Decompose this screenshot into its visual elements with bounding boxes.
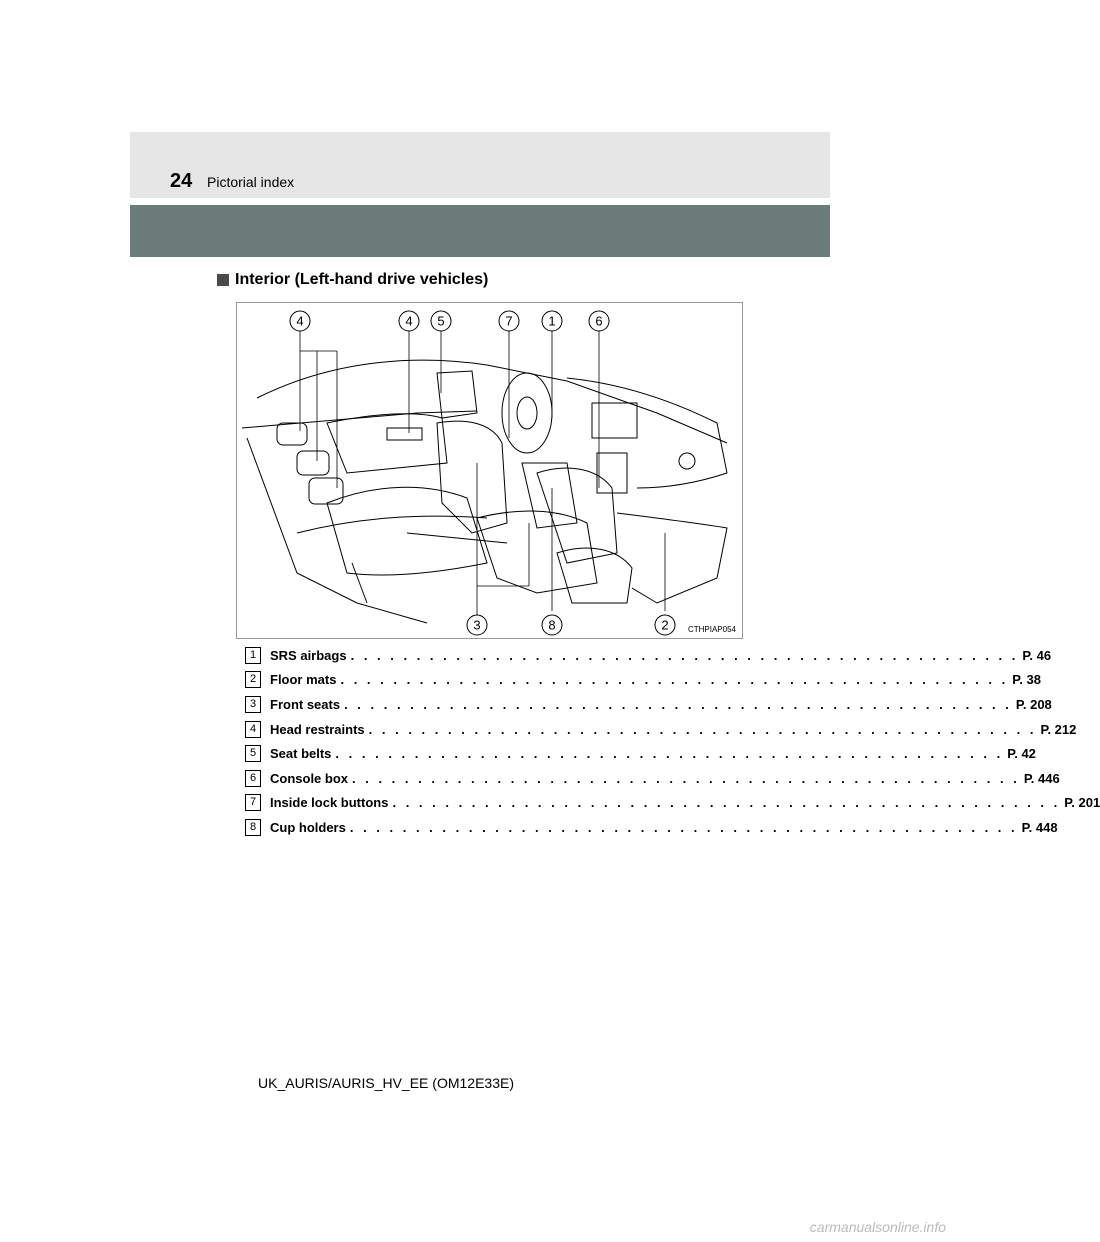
- page-number: 24: [170, 170, 193, 192]
- callout-4a: [290, 311, 310, 331]
- car-interior-drawing: [237, 303, 742, 638]
- section-heading: [217, 271, 488, 289]
- svg-text:8: 8: [548, 617, 556, 633]
- svg-text:1: 1: [548, 313, 556, 329]
- item-page-ref[interactable]: P. 446: [1023, 770, 1060, 786]
- callout-6: [589, 311, 609, 331]
- item-label: Cup holders: [270, 819, 346, 835]
- item-number: 6: [245, 770, 261, 787]
- item-label: Floor mats: [270, 672, 337, 688]
- leader-dots: . . . . . . . . . . . . . . . . . . . . . . . . . . . . . . . . . . . . . . . . . . . . . . . . . . .: [349, 819, 1018, 835]
- leader-dots: . . . . . . . . . . . . . . . . . . . . . . . . . . . . . . . . . . . . . . . . . . . . . . . . . . .: [340, 672, 1009, 688]
- callout-8: [542, 615, 562, 635]
- figure-code: CTHPIAP054: [687, 625, 736, 634]
- leader-dots: . . . . . . . . . . . . . . . . . . . . . . . . . . . . . . . . . . . . . . . . . . . . . . . . . . .: [368, 721, 1037, 737]
- callout-5: [431, 311, 451, 331]
- callout-7: [499, 311, 519, 331]
- list-item: [245, 668, 1041, 693]
- callout-2: [655, 615, 675, 635]
- leader-dots: . . . . . . . . . . . . . . . . . . . . . . . . . . . . . . . . . . . . . . . . . . . . . . . . . . .: [352, 770, 1020, 786]
- svg-text:3: 3: [473, 617, 481, 633]
- item-page-ref[interactable]: P. 201: [1064, 795, 1100, 811]
- svg-text:5: 5: [437, 313, 445, 329]
- heading-text: Interior (Left-hand drive vehicles): [235, 271, 489, 288]
- svg-text:7: 7: [505, 313, 513, 329]
- list-item: [245, 766, 1060, 791]
- item-page-ref[interactable]: P. 46: [1022, 647, 1052, 663]
- document-footer: UK_AURIS/AURIS_HV_EE (OM12E33E): [258, 1075, 514, 1091]
- callout-4b: [399, 311, 419, 331]
- section-title: Pictorial index: [207, 174, 295, 190]
- svg-text:6: 6: [595, 313, 603, 329]
- item-number: 4: [245, 721, 261, 738]
- callout-1: [542, 311, 562, 331]
- item-number: 1: [245, 647, 261, 664]
- interior-illustration: [236, 302, 743, 639]
- svg-text:4: 4: [296, 313, 304, 329]
- item-label: Front seats: [270, 696, 341, 712]
- item-label: Console box: [270, 770, 349, 786]
- item-label: Head restraints: [270, 721, 365, 737]
- svg-text:4: 4: [405, 313, 413, 329]
- item-number: 7: [245, 794, 261, 811]
- list-item: [245, 815, 1058, 840]
- item-label: Seat belts: [270, 746, 332, 762]
- leader-dots: . . . . . . . . . . . . . . . . . . . . . . . . . . . . . . . . . . . . . . . . . . . . . . . . . . .: [344, 696, 1012, 712]
- item-label: SRS airbags: [270, 647, 347, 663]
- item-number: 2: [245, 671, 261, 688]
- leader-dots: . . . . . . . . . . . . . . . . . . . . . . . . . . . . . . . . . . . . . . . . . . . . . . . . . . .: [392, 795, 1061, 811]
- item-number: 8: [245, 819, 261, 836]
- item-page-ref[interactable]: P. 38: [1012, 672, 1041, 688]
- item-number: 5: [245, 745, 261, 762]
- callout-3: [467, 615, 487, 635]
- heading-square-icon: [217, 274, 229, 286]
- watermark: carmanualsonline.info: [809, 1219, 946, 1235]
- svg-text:2: 2: [661, 617, 669, 633]
- item-list: [245, 643, 1100, 840]
- item-page-ref[interactable]: P. 42: [1007, 746, 1036, 762]
- item-number: 3: [245, 696, 261, 713]
- item-page-ref[interactable]: P. 448: [1021, 819, 1058, 835]
- list-item: [245, 643, 1052, 668]
- item-page-ref[interactable]: P. 212: [1040, 721, 1077, 737]
- item-label: Inside lock buttons: [270, 795, 389, 811]
- leader-dots: . . . . . . . . . . . . . . . . . . . . . . . . . . . . . . . . . . . . . . . . . . . . . . . . . . .: [350, 647, 1019, 663]
- list-item: [245, 692, 1052, 717]
- list-item: [245, 741, 1036, 766]
- list-item: [245, 717, 1077, 742]
- header-dark-band: [130, 205, 830, 257]
- list-item: [245, 791, 1100, 816]
- leader-dots: . . . . . . . . . . . . . . . . . . . . . . . . . . . . . . . . . . . . . . . . . . . . . . . . . . .: [335, 746, 1004, 762]
- item-page-ref[interactable]: P. 208: [1015, 696, 1052, 712]
